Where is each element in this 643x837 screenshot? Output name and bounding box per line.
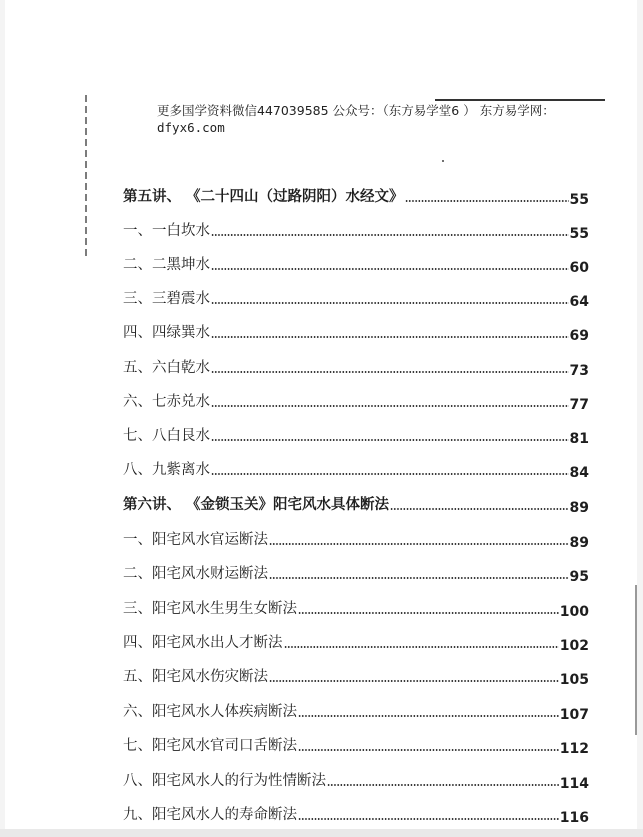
toc-page-number: 107: [559, 707, 589, 723]
toc-label: 五、六白乾水: [123, 360, 210, 376]
toc-page-number: 95: [569, 569, 589, 585]
toc-item: [123, 697, 589, 721]
bottom-strip: [0, 829, 643, 837]
toc-leader-dots: [298, 749, 559, 751]
toc-item: [123, 284, 589, 308]
toc-leader-dots: [211, 336, 569, 338]
toc-leader-dots: [298, 818, 559, 820]
toc-label: 第六讲、 《金锁玉关》阳宅风水具体断法: [123, 497, 390, 513]
toc-page-number: 112: [559, 741, 589, 757]
toc-leader-dots: [211, 302, 569, 304]
toc-item: [123, 250, 589, 274]
toc-leader-dots: [211, 405, 569, 407]
toc-page-number: 105: [559, 672, 589, 688]
toc-label: 三、三碧震水: [123, 291, 210, 307]
toc-label: 八、阳宅风水人的行为性情断法: [123, 773, 326, 789]
toc-label: 四、阳宅风水出人才断法: [123, 635, 283, 651]
toc-page-number: 69: [569, 328, 589, 344]
toc-label: 八、九紫离水: [123, 462, 210, 478]
toc-page-number: 77: [569, 397, 589, 413]
toc-item: [123, 559, 589, 583]
toc-page-number: 55: [569, 226, 589, 242]
toc-label: 一、阳宅风水官运断法: [123, 532, 268, 548]
toc-leader-dots: [211, 234, 569, 236]
toc-label: 三、阳宅风水生男生女断法: [123, 601, 297, 617]
binding-mark-left: [85, 95, 87, 260]
toc-label: 九、阳宅风水人的寿命断法: [123, 807, 297, 823]
toc-leader-dots: [269, 577, 569, 579]
toc-page-number: 116: [559, 810, 589, 826]
toc-page-number: 64: [569, 294, 589, 310]
toc-page-number: 73: [569, 363, 589, 379]
header-line-2: dfyx6.com: [157, 120, 225, 135]
toc-leader-dots: [211, 439, 569, 441]
toc-label: 第五讲、 《二十四山（过路阴阳）水经文》: [123, 189, 404, 205]
toc-item: [123, 662, 589, 686]
toc-leader-dots: [211, 268, 569, 270]
toc-leader-dots: [327, 784, 559, 786]
toc-leader-dots: [211, 371, 569, 373]
toc-chapter-6: [123, 490, 589, 514]
toc-label: 四、四绿巽水: [123, 325, 210, 341]
toc-item: [123, 387, 589, 411]
toc-label: 七、阳宅风水官司口舌断法: [123, 738, 297, 754]
header-line-1: 更多国学资料微信447039585 公众号：（东方易学堂6 ） 东方易学网：: [157, 103, 555, 118]
toc-item: [123, 525, 589, 549]
toc-label: 六、七赤兑水: [123, 394, 210, 410]
watermark-header: [157, 102, 587, 136]
toc-page-number: 60: [569, 260, 589, 276]
binding-mark-right: [635, 585, 637, 735]
toc-page-number: 102: [559, 638, 589, 654]
toc-page-number: 55: [569, 192, 589, 208]
toc-item: [123, 455, 589, 479]
toc-item: [123, 628, 589, 652]
toc-item: [123, 766, 589, 790]
toc-page-number: 81: [569, 431, 589, 447]
document-page: [5, 0, 637, 830]
toc-label: 二、阳宅风水财运断法: [123, 566, 268, 582]
toc-label: 二、二黑坤水: [123, 257, 210, 273]
toc-page-number: 100: [559, 604, 589, 620]
toc-item: [123, 421, 589, 445]
toc-leader-dots: [269, 680, 559, 682]
toc-page-number: 84: [569, 465, 589, 481]
toc-label: 五、阳宅风水伤灾断法: [123, 669, 268, 685]
toc-item: [123, 731, 589, 755]
toc-leader-dots: [211, 473, 569, 475]
toc-page-number: 114: [559, 776, 589, 792]
scan-speck: [442, 160, 444, 162]
toc-leader-dots: [269, 543, 569, 545]
toc-leader-dots: [284, 646, 559, 648]
toc-leader-dots: [298, 715, 559, 717]
toc-page-number: 89: [569, 500, 589, 516]
toc-leader-dots: [405, 200, 569, 202]
toc-item: [123, 318, 589, 342]
toc-item: [123, 594, 589, 618]
toc-page-number: 89: [569, 535, 589, 551]
toc-item: [123, 216, 589, 240]
toc-item: [123, 800, 589, 824]
toc-leader-dots: [390, 508, 568, 510]
toc-label: 一、一白坎水: [123, 223, 210, 239]
header-rule: [435, 99, 605, 101]
toc-chapter-5: [123, 182, 589, 206]
toc-label: 六、阳宅风水人体疾病断法: [123, 704, 297, 720]
toc-label: 七、八白艮水: [123, 428, 210, 444]
toc-item: [123, 353, 589, 377]
toc-leader-dots: [298, 612, 559, 614]
